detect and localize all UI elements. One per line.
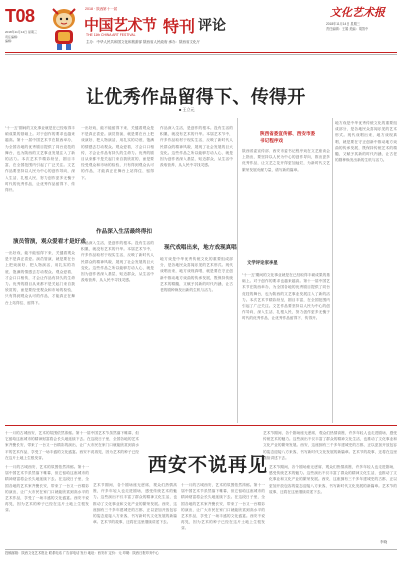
article2-signature: 李晓 <box>380 540 388 544</box>
article1-subhead-3: 现代戏唱出来，地方戏现真唱 <box>164 245 237 251</box>
article1-col1-bottom: 一出好戏，能不能留得下来，关键看观众是不是真正喜爱。演员管演，就是要在台上把戏演好、把人物演活，用扎实的功底、饱满的情感去打动观众。观众爱看，才会口口相传，才会让作品有持久的生命力。优秀的剧目从来都不是关起门来自我欣赏的，而是要经受观众和市场的检验，只有得到观众认可的作品，才能真正在舞台上站得住、留得下。 <box>5 251 75 305</box>
festival-small-1: 2018 · 陕西 <box>85 7 104 11</box>
festival-title: 中国艺术节 <box>84 16 157 34</box>
right-column-text: 地方戏是中华优秀传统文化的重要组成部分，是各地民众喜闻乐见的艺术形式。现代戏唱出来，地方戏现真唱，就是要在守正创新中推动地方戏曲的传承发展，既保持传统艺术的精髓，又赋予其新的时代内涵，让古老的剧种焕发出新的生机与活力。 <box>335 121 397 163</box>
article1-col1-top: “十一五”期间的文化事业就是在已经取得丰硕成果的基础上。对于创作的要求也越来越高。第十一届中国艺术节在陕西举办，为全国各地的优秀剧目提供了同台竞技的舞台，也为陕西的文艺事业发展注入了新的活力。本次艺术节精彩纷呈，剧目丰富，在全国范围内引起了广泛关注。文艺作品要坚持以人民为中心的创作导向，深入生活、扎根人民，努力创作更多无愧于时代的优秀作品，让优秀作品留得下、传得开。 <box>5 126 75 193</box>
page-code: T08 <box>5 6 35 26</box>
article1-col2-bottom: 作品深入生活，是创作的根本。没有生活的积累，就没有艺术的升华。本届艺术节中，许多作品取材于现实生活，反映了新时代人民群众的精神风貌，展现了社会发展的巨大变化。这些作品之所以能够打动人心，就是因为创作者深入基层、贴近群众，从生活中汲取营养，从人民中寻找灵感。 <box>81 241 154 283</box>
article2-left-top: 十一月的古城西安，艺术的氛围依然浓郁。第十一届中国艺术节虽然落下帷幕，但它留给这座城市的精神财富将会长久地延续下去。在这段日子里，全国各地的艺术家齐聚长安，带来了一台又一台精彩的演出，让广大市民在家门口就能欣赏到高水平的艺术作品，享受了一场丰盛的文化盛宴。西安不说再见，因为艺术的种子已经在这片土地上生根发芽。 <box>5 431 139 460</box>
article2-mid-col: 十一月的古城西安，艺术的氛围依然浓郁。第十一届中国艺术节虽然落下帷幕，但它留给这座城市的精神财富将会长久地延续下去。在这段日子里，全国各地的艺术家齐聚长安，带来了一台又一台精彩的演出，让广大市民在家门口就能欣赏到高水平的艺术作品，享受了一场丰盛的文化盛宴。西安不说再见，因为艺术的种子已经在这片土地上生根发芽。 <box>181 483 265 531</box>
article1-subhead-2: 作品深入生活最终得扣 <box>96 229 152 235</box>
sidebar-header: 陕西省委宣传部、西安市委 书记程序戏 <box>260 131 316 143</box>
article2-right-col: 艺术节期间，各个剧场座无虚席，观众们热情高涨，许多年轻人也走进剧场，感受传统艺术的魅力。这些演出不仅丰富了群众的精神文化生活，也推动了文化事业和文化产业的繁荣发展。西安，这座拥有三千多年建城史的古都，正以更加开放包容的姿态迎接八方来客，书写新时代文化发展的新篇章。艺术节的故事，还将在这里继续讲述下去。 <box>269 465 397 494</box>
article1-col2-top: 一出好戏，能不能留得下来，关键看观众是不是真正喜爱。演员管演，就是要在台上把戏演好、把人物演活，用扎实的功底、饱满的情感去打动观众。观众爱看，才会口口相传，才会让作品有持久的生命力。优秀的剧目从来都不是关起门来自我欣赏的，而是要经受观众和市场的检验，只有得到观众认可的作品，才能真正在舞台上站得住、留得下。 <box>81 126 154 180</box>
article2-right-top: 艺术节期间，各个剧场座无虚席，观众们热情高涨，许多年轻人也走进剧场，感受传统艺术的魅力。这些演出不仅丰富了群众的精神文化生活，也推动了文化事业和文化产业的繁荣发展。西安，这座拥有三千多年建城史的古都，正以更加开放包容的姿态迎接八方来客，书写新时代文化发展的新篇章。艺术节的故事，还将在这里继续讲述下去。 <box>263 431 397 460</box>
section-title-dark: 评论 <box>198 17 226 33</box>
festival-mascot-icon <box>46 5 82 51</box>
festival-english: THE 11th CHINA ART FESTIVAL <box>86 33 136 37</box>
festival-small-2: 第十一届 <box>103 7 118 11</box>
article2-left-col2: 艺术节期间，各个剧场座无虚席，观众们热情高涨，许多年轻人也走进剧场，感受传统艺术的魅力。这些演出不仅丰富了群众的精神文化生活，也推动了文化事业和文化产业的繁荣发展。西安，这座拥有三千多年建城史的古都，正以更加开放包容的姿态迎接八方来客，书写新时代文化发展的新篇章。艺术节的故事，还将在这里继续讲述下去。 <box>93 483 177 525</box>
article1-col3-top: 作品深入生活，是创作的根本。没有生活的积累，就没有艺术的升华。本届艺术节中，许多作品取材于现实生活，反映了新时代人民群众的精神风貌，展现了社会发展的巨大变化。这些作品之所以能够打动人心，就是因为创作者深入基层、贴近群众，从生活中汲取营养，从人民中寻找灵感。 <box>160 126 233 168</box>
article1-byline: ■ 王立元 <box>179 107 195 112</box>
paper-name: 文化艺术报 <box>330 6 385 19</box>
header-meta-2: 责任编辑： <box>5 34 21 39</box>
article1-col3-bottom: 地方戏是中华优秀传统文化的重要组成部分，是各地民众喜闻乐见的艺术形式。现代戏唱出来，地方戏现真唱，就是要在守正创新中推动地方戏曲的传承发展，既保持传统艺术的精髓，又赋予其新的时代内涵，让古老的剧种焕发出新的生机与活力。 <box>160 257 233 293</box>
sidebar-body-2: “十一五”期间的文化事业就是在已经取得丰硕成果的基础上。对于创作的要求也越来越高。第十一届中国艺术节在陕西举办，为全国各地的优秀剧目提供了同台竞技的舞台，也为陕西的文艺事业发展注入了新的活力。本次艺术节精彩纷呈，剧目丰富，在全国范围内引起了广泛关注。文艺作品要坚持以人民为中心的创作导向，深入生活、扎根人民，努力创作更多无愧于时代的优秀作品，让优秀作品留得下、传得开。 <box>242 273 330 321</box>
sidebar-body: 陕西省委宣传部、西安市委书记程序戏在文艺座谈会上指出，要坚持以人民为中心的创作导向，推出更多优秀作品，让文艺之花开得更加灿烂，为新时代文艺繁荣发展贡献力量，谱写新的篇章。 <box>242 149 330 172</box>
sidebar-footer-label: 文学评论家李星 <box>247 260 278 265</box>
footer-line: 投稿邮箱：陕西文化艺术报社 联系电话 广告部电话 发行 地址：西安市 定价：元 印刷：陕西日报印务中心 <box>5 551 159 555</box>
article2-headline: 西安不说再见 <box>148 455 269 476</box>
header-meta-3: 编辑： <box>5 39 15 43</box>
paper-sub-2: 责任编辑：王娟 美编：胡智中 <box>326 27 369 31</box>
paper-sub-1: 2018年11月14日 星期三 <box>326 22 360 26</box>
article1-subhead-1: 演员管演，观众爱看才是好戏 <box>13 239 86 245</box>
article1-headline: 让优秀作品留得下、传得开 <box>86 87 306 107</box>
header-meta-1: 2018年11月14日 星期三 <box>5 30 37 34</box>
organizers-line: 主办：中华人民共和国文化和旅游部 陕西省人民政府 承办：陕西省文化厅 <box>86 40 200 44</box>
article2-left-col1: 十一月的古城西安，艺术的氛围依然浓郁。第十一届中国艺术节虽然落下帷幕，但它留给这座城市的精神财富将会长久地延续下去。在这段日子里，全国各地的艺术家齐聚长安，带来了一台又一台精彩的演出，让广大市民在家门口就能欣赏到高水平的艺术作品，享受了一场丰盛的文化盛宴。西安不说再见，因为艺术的种子已经在这片土地上生根发芽。 <box>5 465 89 513</box>
section-title-red: 特刊 <box>163 19 196 36</box>
